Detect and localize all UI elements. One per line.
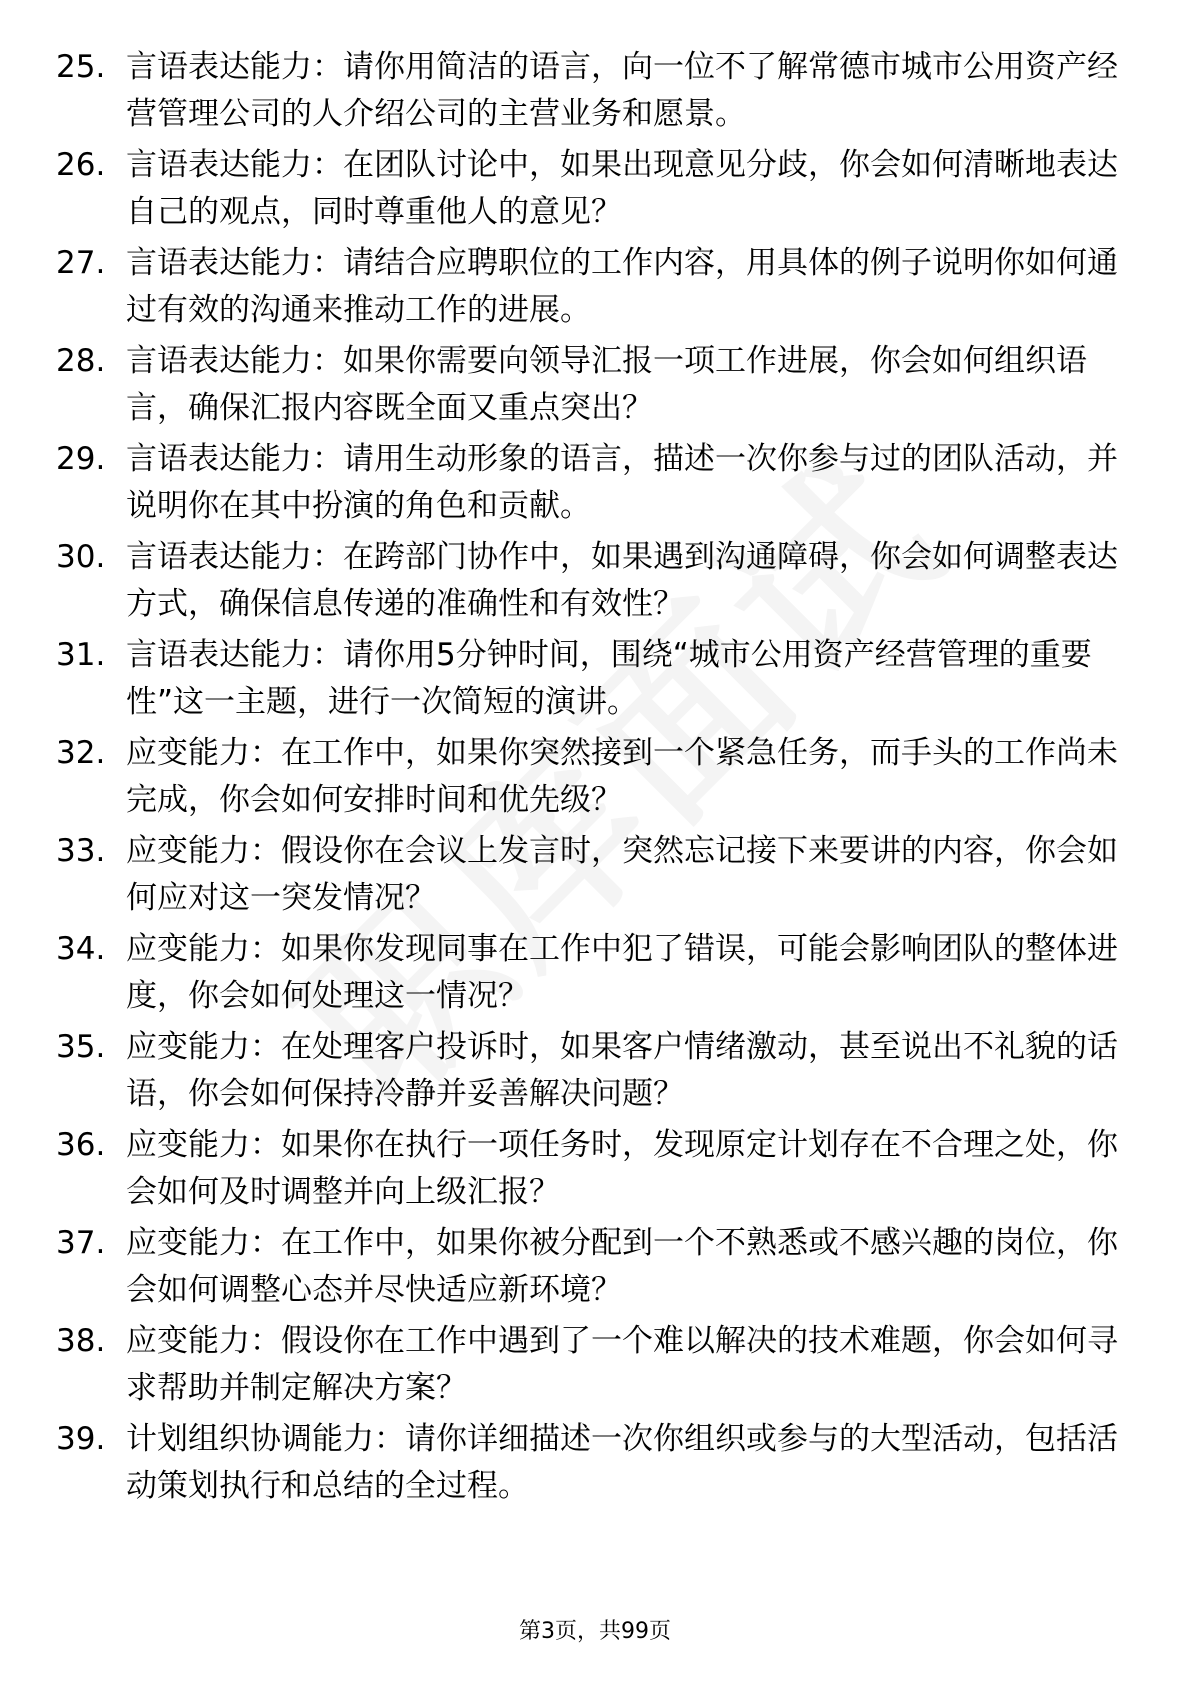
question-item — [0, 730, 1190, 828]
question-item — [0, 1024, 1190, 1122]
question-item — [0, 240, 1190, 338]
question-item — [0, 1122, 1190, 1220]
question-text: 言语表达能力：如果你需要向领导汇报一项工作进展，你会如何组织语言，确保汇报内容既全面又重点突出？ — [126, 343, 1087, 426]
question-text: 言语表达能力：请你用5分钟时间，围绕“城市公用资产经营管理的重要性”这一主题，进行一次简短的演讲。 — [126, 637, 1092, 720]
question-number: 37. — [56, 1225, 106, 1261]
question-number: 33. — [56, 833, 106, 869]
question-number: 32. — [56, 735, 106, 771]
question-number: 27. — [56, 245, 106, 281]
question-item — [0, 142, 1190, 240]
question-text: 应变能力：如果你发现同事在工作中犯了错误，可能会影响团队的整体进度，你会如何处理这一情况？ — [126, 931, 1118, 1014]
question-item — [0, 44, 1190, 142]
question-item — [0, 926, 1190, 1024]
question-item — [0, 436, 1190, 534]
question-item — [0, 1318, 1190, 1416]
question-text: 应变能力：在工作中，如果你被分配到一个不熟悉或不感兴趣的岗位，你会如何调整心态并尽快适应新环境？ — [126, 1225, 1118, 1308]
question-text: 言语表达能力：请结合应聘职位的工作内容，用具体的例子说明你如何通过有效的沟通来推动工作的进展。 — [126, 245, 1118, 328]
question-text: 应变能力：如果你在执行一项任务时，发现原定计划存在不合理之处，你会如何及时调整并向上级汇报？ — [126, 1127, 1118, 1210]
question-number: 39. — [56, 1421, 106, 1457]
question-number: 26. — [56, 147, 106, 183]
question-text: 言语表达能力：在团队讨论中，如果出现意见分歧，你会如何清晰地表达自己的观点，同时尊重他人的意见？ — [126, 147, 1118, 230]
question-number: 30. — [56, 539, 106, 575]
question-item — [0, 338, 1190, 436]
question-text: 应变能力：在处理客户投诉时，如果客户情绪激动，甚至说出不礼貌的话语，你会如何保持冷静并妥善解决问题？ — [126, 1029, 1118, 1112]
question-item — [0, 1220, 1190, 1318]
question-text: 应变能力：假设你在工作中遇到了一个难以解决的技术难题，你会如何寻求帮助并制定解决方案？ — [126, 1323, 1118, 1406]
question-item — [0, 828, 1190, 926]
page-footer: 第3页，共99页 — [519, 1619, 671, 1644]
question-item — [0, 1416, 1190, 1514]
question-number: 35. — [56, 1029, 106, 1065]
question-number: 25. — [56, 49, 106, 85]
question-item — [0, 632, 1190, 730]
question-text: 言语表达能力：请用生动形象的语言，描述一次你参与过的团队活动，并说明你在其中扮演的角色和贡献。 — [126, 441, 1118, 524]
question-number: 31. — [56, 637, 106, 673]
question-text: 应变能力：假设你在会议上发言时，突然忘记接下来要讲的内容，你会如何应对这一突发情况？ — [126, 833, 1118, 916]
question-text: 言语表达能力：请你用简洁的语言，向一位不了解常德市城市公用资产经营管理公司的人介绍公司的主营业务和愿景。 — [126, 49, 1118, 132]
question-number: 34. — [56, 931, 106, 967]
question-text: 言语表达能力：在跨部门协作中，如果遇到沟通障碍，你会如何调整表达方式，确保信息传递的准确性和有效性？ — [126, 539, 1118, 622]
question-number: 38. — [56, 1323, 106, 1359]
question-list — [0, 44, 1190, 1514]
question-number: 29. — [56, 441, 106, 477]
question-number: 28. — [56, 343, 106, 379]
question-item — [0, 534, 1190, 632]
question-text: 计划组织协调能力：请你详细描述一次你组织或参与的大型活动，包括活动策划执行和总结的全过程。 — [126, 1421, 1118, 1504]
question-number: 36. — [56, 1127, 106, 1163]
question-text: 应变能力：在工作中，如果你突然接到一个紧急任务，而手头的工作尚未完成，你会如何安排时间和优先级？ — [126, 735, 1118, 818]
